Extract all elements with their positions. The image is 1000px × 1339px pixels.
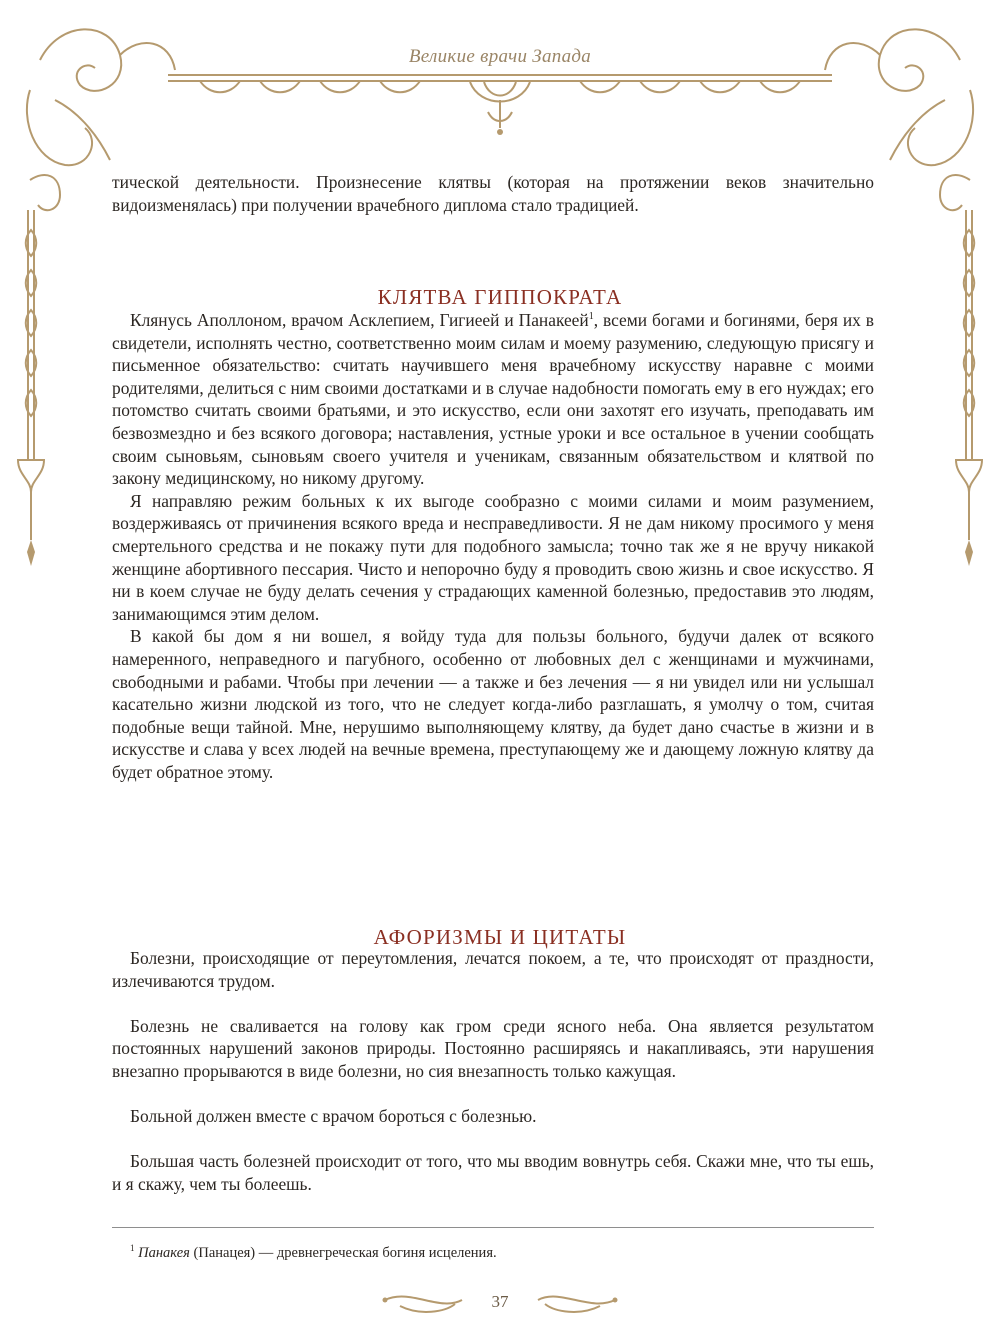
footnote — [130, 1239, 870, 1262]
intro-text: тической деятельности. Произнесение клятвы (которая на протяжении веков значительно видоизменялась) при получении врачебного диплома стало традицией. — [112, 172, 874, 215]
aphorism-item: Большая часть болезней происходит от того, что мы вводим вовнутрь себя. Скажи мне, что ты ешь, и я скажу, чем ты болеешь. — [112, 1151, 874, 1194]
oath-section — [112, 309, 874, 783]
oath-heading: КЛЯТВА ГИППОКРАТА — [377, 285, 623, 310]
oath-p1-rest: , всеми богами и богинями, беря их в свидетели, исполнять честно, соответственно моим силам и моему разумению, следующую присягу и письменное обязательство: считать научившего меня врачебному искусству наравне с моими родителями, делиться с ним своими достатками и в случае надобности помогать ему в его нуждах; его потомство считать своими братьями, и это искусство, если они захотят его изучать, преподавать им безвозмездно и без всякого договора; наставления, устные уроки и все остальное в учении сообщать своим сыновьям, сыновьям своего учителя и ученикам, связанным обязательством и клятвой по закону медицинскому, но никому другому. — [112, 310, 875, 489]
aphorism-item: Болезнь не сваливается на голову как гром среди ясного неба. Она является результатом постоянных нарушений законов природы. Постоянно расширяясь и накапливаясь, эти нарушения внезапно прорываются в виде болезни, но сия внезапность только кажущая. — [112, 1015, 874, 1081]
oath-paragraph-2: Я направляю режим больных к их выгоде сообразно с моими силами и моим разумением, воздерживаясь от причинения всякого вреда и несправедливости. Я не дам никому просимого у меня смертельного средства и не покажу пути для подобного замысла; точно так же я не вручу никакой женщине абортивного пессария. Чисто и непорочно буду я проводить свою жизнь и свое искусство. Я ни в коем случае не буду делать сечения у страдающих каменной болезнью, предоставив это людям, занимающимся этим делом. — [112, 490, 874, 624]
aphorisms-section — [112, 947, 874, 1196]
intro-paragraph — [112, 171, 874, 216]
footnote-mark: 1 — [130, 1243, 135, 1253]
aphorism-item: Больной должен вместе с врачом бороться с болезнью. — [130, 1106, 537, 1127]
footnote-text: (Панацея) — древнегреческая богиня исцеления. — [189, 1244, 497, 1261]
page-number: 37 — [491, 1292, 509, 1311]
oath-paragraph-1 — [112, 309, 874, 490]
footnote-reference[interactable]: 1 — [588, 311, 594, 323]
oath-paragraph-3: В какой бы дом я ни вошел, я войду туда для пользы больного, будучи далек от всякого намеренного, неправедного и пагубного, особенно от любовных дел с женщинами и мужчинами, свободными и рабами. Чтобы при лечении — а также и без лечения — я ни увидел или ни услышал касательно жизни людской из того, что не следует когда-либо разглашать, я умолчу о том, считая подобные вещи тайной. Мне, нерушимо выполняющему клятву, да будет дано счастье в жизни и в искусстве и слава у всех людей на вечные времена, преступающему же и дающему ложную клятву да будет обратное этому. — [112, 626, 874, 782]
oath-p1-start: Клянусь Аполлоном, врачом Асклепием, Гигиеей и Панакеей — [130, 310, 589, 330]
footnote-divider — [112, 1227, 874, 1228]
footnote-term: Панакея — [138, 1244, 190, 1261]
running-head: Великие врачи Запада — [408, 46, 592, 67]
aphorisms-heading: АФОРИЗМЫ И ЦИТАТЫ — [373, 925, 627, 950]
aphorism-item: Болезни, происходящие от переутомления, лечатся покоем, а те, что происходят от праздности, излечиваются трудом. — [112, 948, 874, 991]
